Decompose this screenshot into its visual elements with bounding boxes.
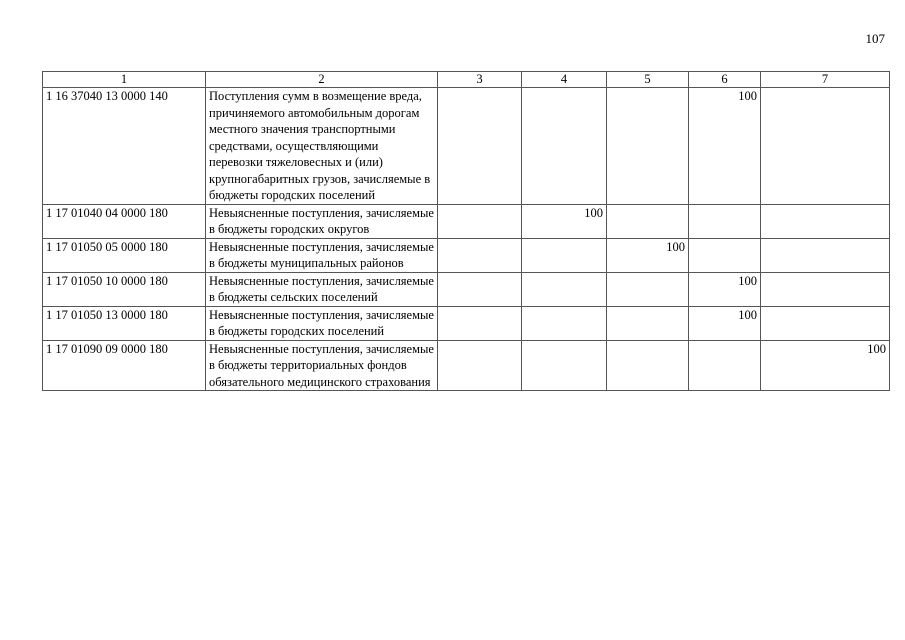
share-col-5 — [607, 204, 689, 238]
share-col-3 — [438, 272, 522, 306]
share-col-4 — [522, 306, 607, 340]
budget-code: 1 17 01050 13 0000 180 — [43, 306, 206, 340]
revenue-name: Невыясненные поступления, зачисляемые в бюджеты муниципальных районов — [206, 238, 438, 272]
budget-code: 1 17 01040 04 0000 180 — [43, 204, 206, 238]
share-col-3 — [438, 340, 522, 391]
column-header-3: 3 — [438, 72, 522, 88]
share-col-4: 100 — [522, 204, 607, 238]
share-col-7 — [761, 238, 890, 272]
share-col-3 — [438, 306, 522, 340]
share-col-4 — [522, 88, 607, 205]
table-row — [43, 204, 890, 238]
table-row — [43, 238, 890, 272]
column-header-1: 1 — [43, 72, 206, 88]
column-header-5: 5 — [607, 72, 689, 88]
column-header-2: 2 — [206, 72, 438, 88]
share-col-5 — [607, 272, 689, 306]
revenue-name: Невыясненные поступления, зачисляемые в бюджеты городских поселений — [206, 306, 438, 340]
revenue-name: Поступления сумм в возмещение вреда, причиняемого автомобильным дорогам местного значения транспортными средствами, осуществляющими перевозки тяжеловесных и (или) крупногабаритных грузов, зачисляемые в бюджеты городских поселений — [206, 88, 438, 205]
share-col-7 — [761, 306, 890, 340]
share-col-6 — [689, 204, 761, 238]
share-col-4 — [522, 238, 607, 272]
revenue-name: Невыясненные поступления, зачисляемые в бюджеты сельских поселений — [206, 272, 438, 306]
table-row — [43, 340, 890, 391]
share-col-5 — [607, 340, 689, 391]
revenue-distribution-table — [42, 71, 890, 391]
share-col-7: 100 — [761, 340, 890, 391]
table-row — [43, 306, 890, 340]
share-col-3 — [438, 204, 522, 238]
budget-code: 1 17 01090 09 0000 180 — [43, 340, 206, 391]
share-col-5 — [607, 306, 689, 340]
budget-code: 1 17 01050 05 0000 180 — [43, 238, 206, 272]
share-col-6: 100 — [689, 306, 761, 340]
budget-code: 1 17 01050 10 0000 180 — [43, 272, 206, 306]
share-col-5 — [607, 88, 689, 205]
share-col-4 — [522, 272, 607, 306]
share-col-6: 100 — [689, 88, 761, 205]
share-col-6: 100 — [689, 272, 761, 306]
share-col-3 — [438, 238, 522, 272]
share-col-6 — [689, 238, 761, 272]
share-col-7 — [761, 204, 890, 238]
table-row — [43, 272, 890, 306]
share-col-7 — [761, 272, 890, 306]
column-header-6: 6 — [689, 72, 761, 88]
revenue-name: Невыясненные поступления, зачисляемые в бюджеты городских округов — [206, 204, 438, 238]
share-col-4 — [522, 340, 607, 391]
share-col-7 — [761, 88, 890, 205]
table-row — [43, 88, 890, 205]
share-col-5: 100 — [607, 238, 689, 272]
share-col-6 — [689, 340, 761, 391]
column-header-7: 7 — [761, 72, 890, 88]
header-row — [43, 72, 890, 88]
share-col-3 — [438, 88, 522, 205]
column-header-4: 4 — [522, 72, 607, 88]
budget-code: 1 16 37040 13 0000 140 — [43, 88, 206, 205]
page-number: 107 — [865, 31, 885, 46]
revenue-name: Невыясненные поступления, зачисляемые в бюджеты территориальных фондов обязательного медицинского страхования — [206, 340, 438, 391]
